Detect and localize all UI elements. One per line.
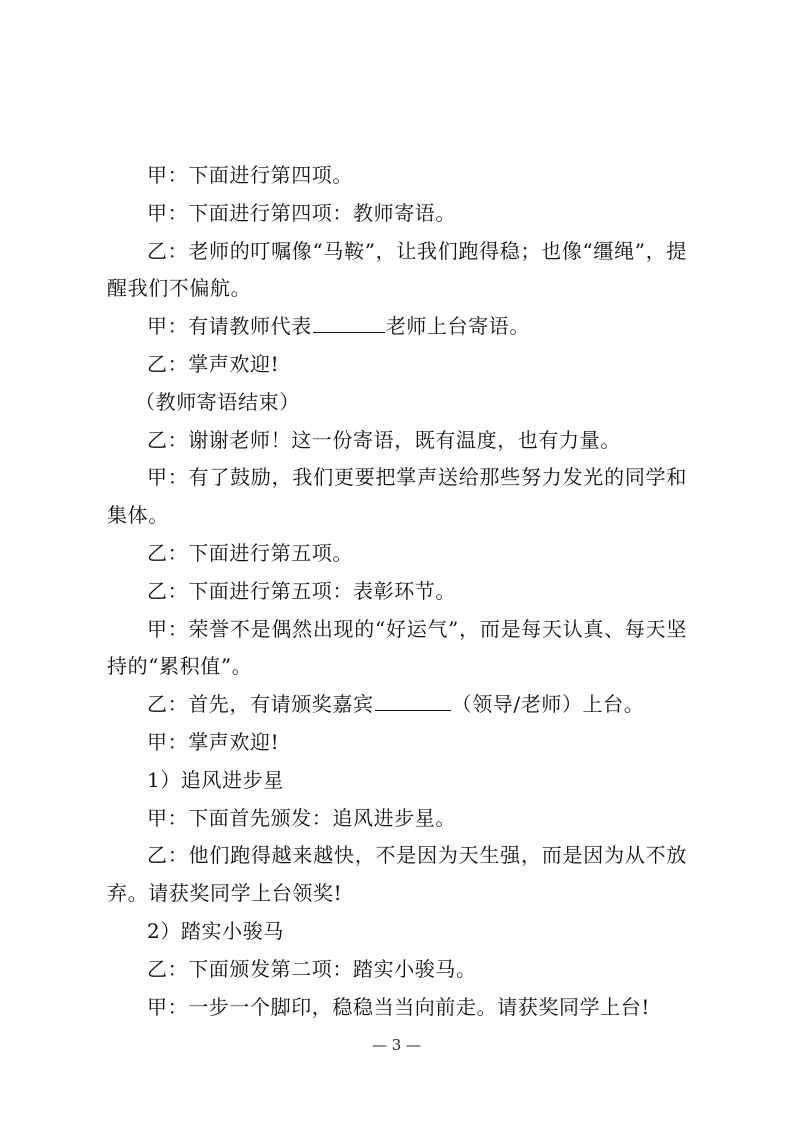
paragraph-award-2-intro: 乙：下面颁发第二项：踏实小骏马。 (147, 956, 477, 981)
paragraph-invite-teacher (107, 308, 687, 346)
invite-teacher-before: 甲：有请教师代表 (147, 314, 312, 339)
fill-in-blank (375, 709, 451, 711)
paragraph-award-1-intro: 甲：下面首先颁发：追风进步星。 (147, 805, 456, 830)
paragraph-invite-presenter (107, 686, 687, 724)
paragraph-applause-1: 乙：掌声欢迎! (147, 351, 280, 376)
invite-presenter-before: 乙：首先，有请颁奖嘉宾 (147, 692, 374, 717)
award-2-heading: 2）踏实小骏马 (147, 918, 284, 943)
fill-in-blank (313, 331, 385, 333)
paragraph-thanks: 乙：谢谢老师！这一份寄语，既有温度，也有力量。 (147, 427, 621, 452)
invite-presenter-after: （领导/老师）上台。 (451, 692, 645, 717)
document-body (107, 157, 687, 1026)
paragraph-item5-title: 乙：下面进行第五项：表彰环节。 (147, 578, 456, 603)
paragraph-item5-announce: 乙：下面进行第五项。 (147, 540, 353, 565)
paragraph-encourage: 甲：有了鼓励，我们更要把掌声送给那些努力发光的同学和集体。 (107, 465, 687, 528)
invite-teacher-after: 老师上台寄语。 (385, 314, 531, 339)
paragraph-applause-2: 甲：掌声欢迎! (147, 729, 280, 754)
page-number: — 3 — (371, 1036, 422, 1054)
paragraph-item4-title: 甲：下面进行第四项：教师寄语。 (147, 200, 456, 225)
paragraph-honor: 甲：荣誉不是偶然出现的“好运气”，而是每天认真、每天坚持的“累积值”。 (107, 616, 687, 679)
paragraph-teacher-metaphor: 乙：老师的叮嘱像“马鞍”，让我们跑得稳；也像“缰绳”，提醒我们不偏航。 (107, 238, 687, 301)
paragraph-speech-end-note: （教师寄语结束） (135, 389, 300, 414)
paragraph-item4-announce: 甲：下面进行第四项。 (147, 163, 353, 187)
paragraph-award-2-desc: 甲：一步一个脚印，稳稳当当向前走。请获奖同学上台! (147, 994, 651, 1019)
paragraph-award-1-desc: 乙：他们跑得越来越快，不是因为天生强，而是因为从不放弃。请获奖同学上台领奖! (107, 843, 687, 906)
award-1-heading: 1）追风进步星 (147, 767, 284, 792)
